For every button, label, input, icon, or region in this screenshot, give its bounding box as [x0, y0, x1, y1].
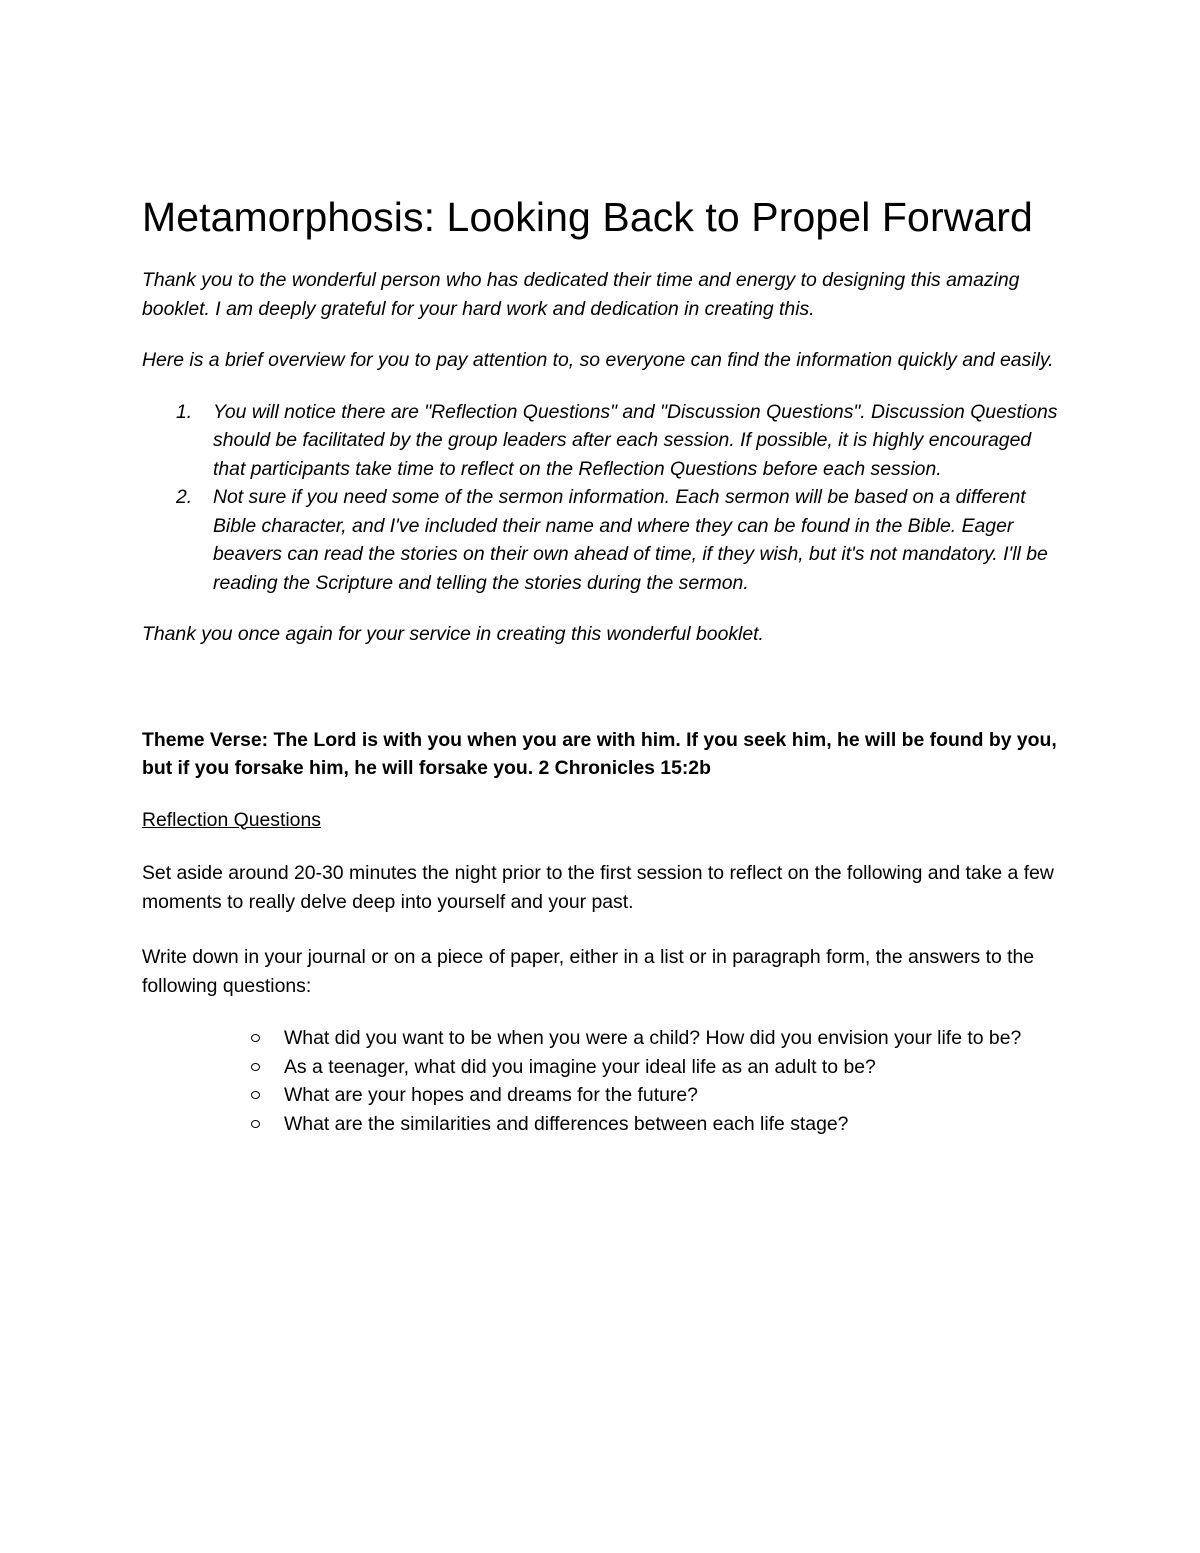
reflection-instruction-set-aside: Set aside around 20-30 minutes the night prior to the first session to reflect on the following and take a few moments to really delve deep into yourself and your past. — [142, 862, 1054, 913]
reflection-question-text: As a teenager, what did you imagine your ideal life as an adult to be? — [284, 1055, 876, 1078]
reflection-question-text: What are the similarities and differences between each life stage? — [284, 1112, 849, 1135]
hollow-circle-bullet-icon — [251, 1120, 260, 1128]
reflection-question-item — [142, 1081, 1044, 1110]
overview-note-text: Not sure if you need some of the sermon information. Each sermon will be based on a different Bible character, and I've included their name and where they can be found in the Bible. Eager beavers can read the stories on their own ahead of time, if they wish, but it's not mandatory. I'll be reading the Scripture and telling the stories during the sermon. — [213, 486, 1048, 594]
overview-note-number: 2. — [176, 486, 193, 508]
overview-notes-list — [142, 398, 1062, 598]
reflection-question-item — [142, 1110, 1044, 1139]
hollow-circle-bullet-icon — [251, 1034, 260, 1042]
overview-note-number: 1. — [176, 400, 193, 423]
document-page — [142, 188, 1062, 1138]
intro-paragraph-overview: Here is a brief overview for you to pay attention to, so everyone can find the information quickly and easily. — [142, 349, 1054, 371]
intro-paragraph-thanks: Thank you to the wonderful person who has dedicated their time and energy to designing this amazing booklet. I am deeply grateful for your hard work and dedication in creating this. — [142, 269, 1020, 320]
reflection-questions-list — [142, 1024, 1062, 1138]
reflection-question-text: What are your hopes and dreams for the future? — [284, 1084, 698, 1106]
reflection-question-text: What did you want to be when you were a child? How did you envision your life to be? — [284, 1027, 1022, 1049]
hollow-circle-bullet-icon — [251, 1063, 260, 1071]
theme-verse: Theme Verse: The Lord is with you when you are with him. If you seek him, he will be found by you, but if you forsake him, he will forsake you. 2 Chronicles 15:2b — [142, 728, 1057, 779]
document-title: Metamorphosis: Looking Back to Propel Forward — [142, 194, 1033, 240]
overview-note-text: You will notice there are "Reflection Questions" and "Discussion Questions". Discussion Questions should be facilitated by the group leaders after each session. If possible, it is highly encouraged that participants take time to reflect on the Reflection Questions before each session. — [213, 400, 1058, 480]
overview-note-item — [142, 398, 1062, 484]
overview-note-item — [142, 483, 1062, 597]
closing-thanks: Thank you once again for your service in creating this wonderful booklet. — [142, 623, 764, 645]
reflection-questions-heading: Reflection Questions — [142, 808, 321, 831]
reflection-instruction-write-down: Write down in your journal or on a piece of paper, either in a list or in paragraph form, the answers to the following questions: — [142, 946, 1035, 997]
hollow-circle-bullet-icon — [251, 1091, 260, 1099]
reflection-question-item — [142, 1024, 1044, 1053]
reflection-question-item — [142, 1053, 1044, 1082]
